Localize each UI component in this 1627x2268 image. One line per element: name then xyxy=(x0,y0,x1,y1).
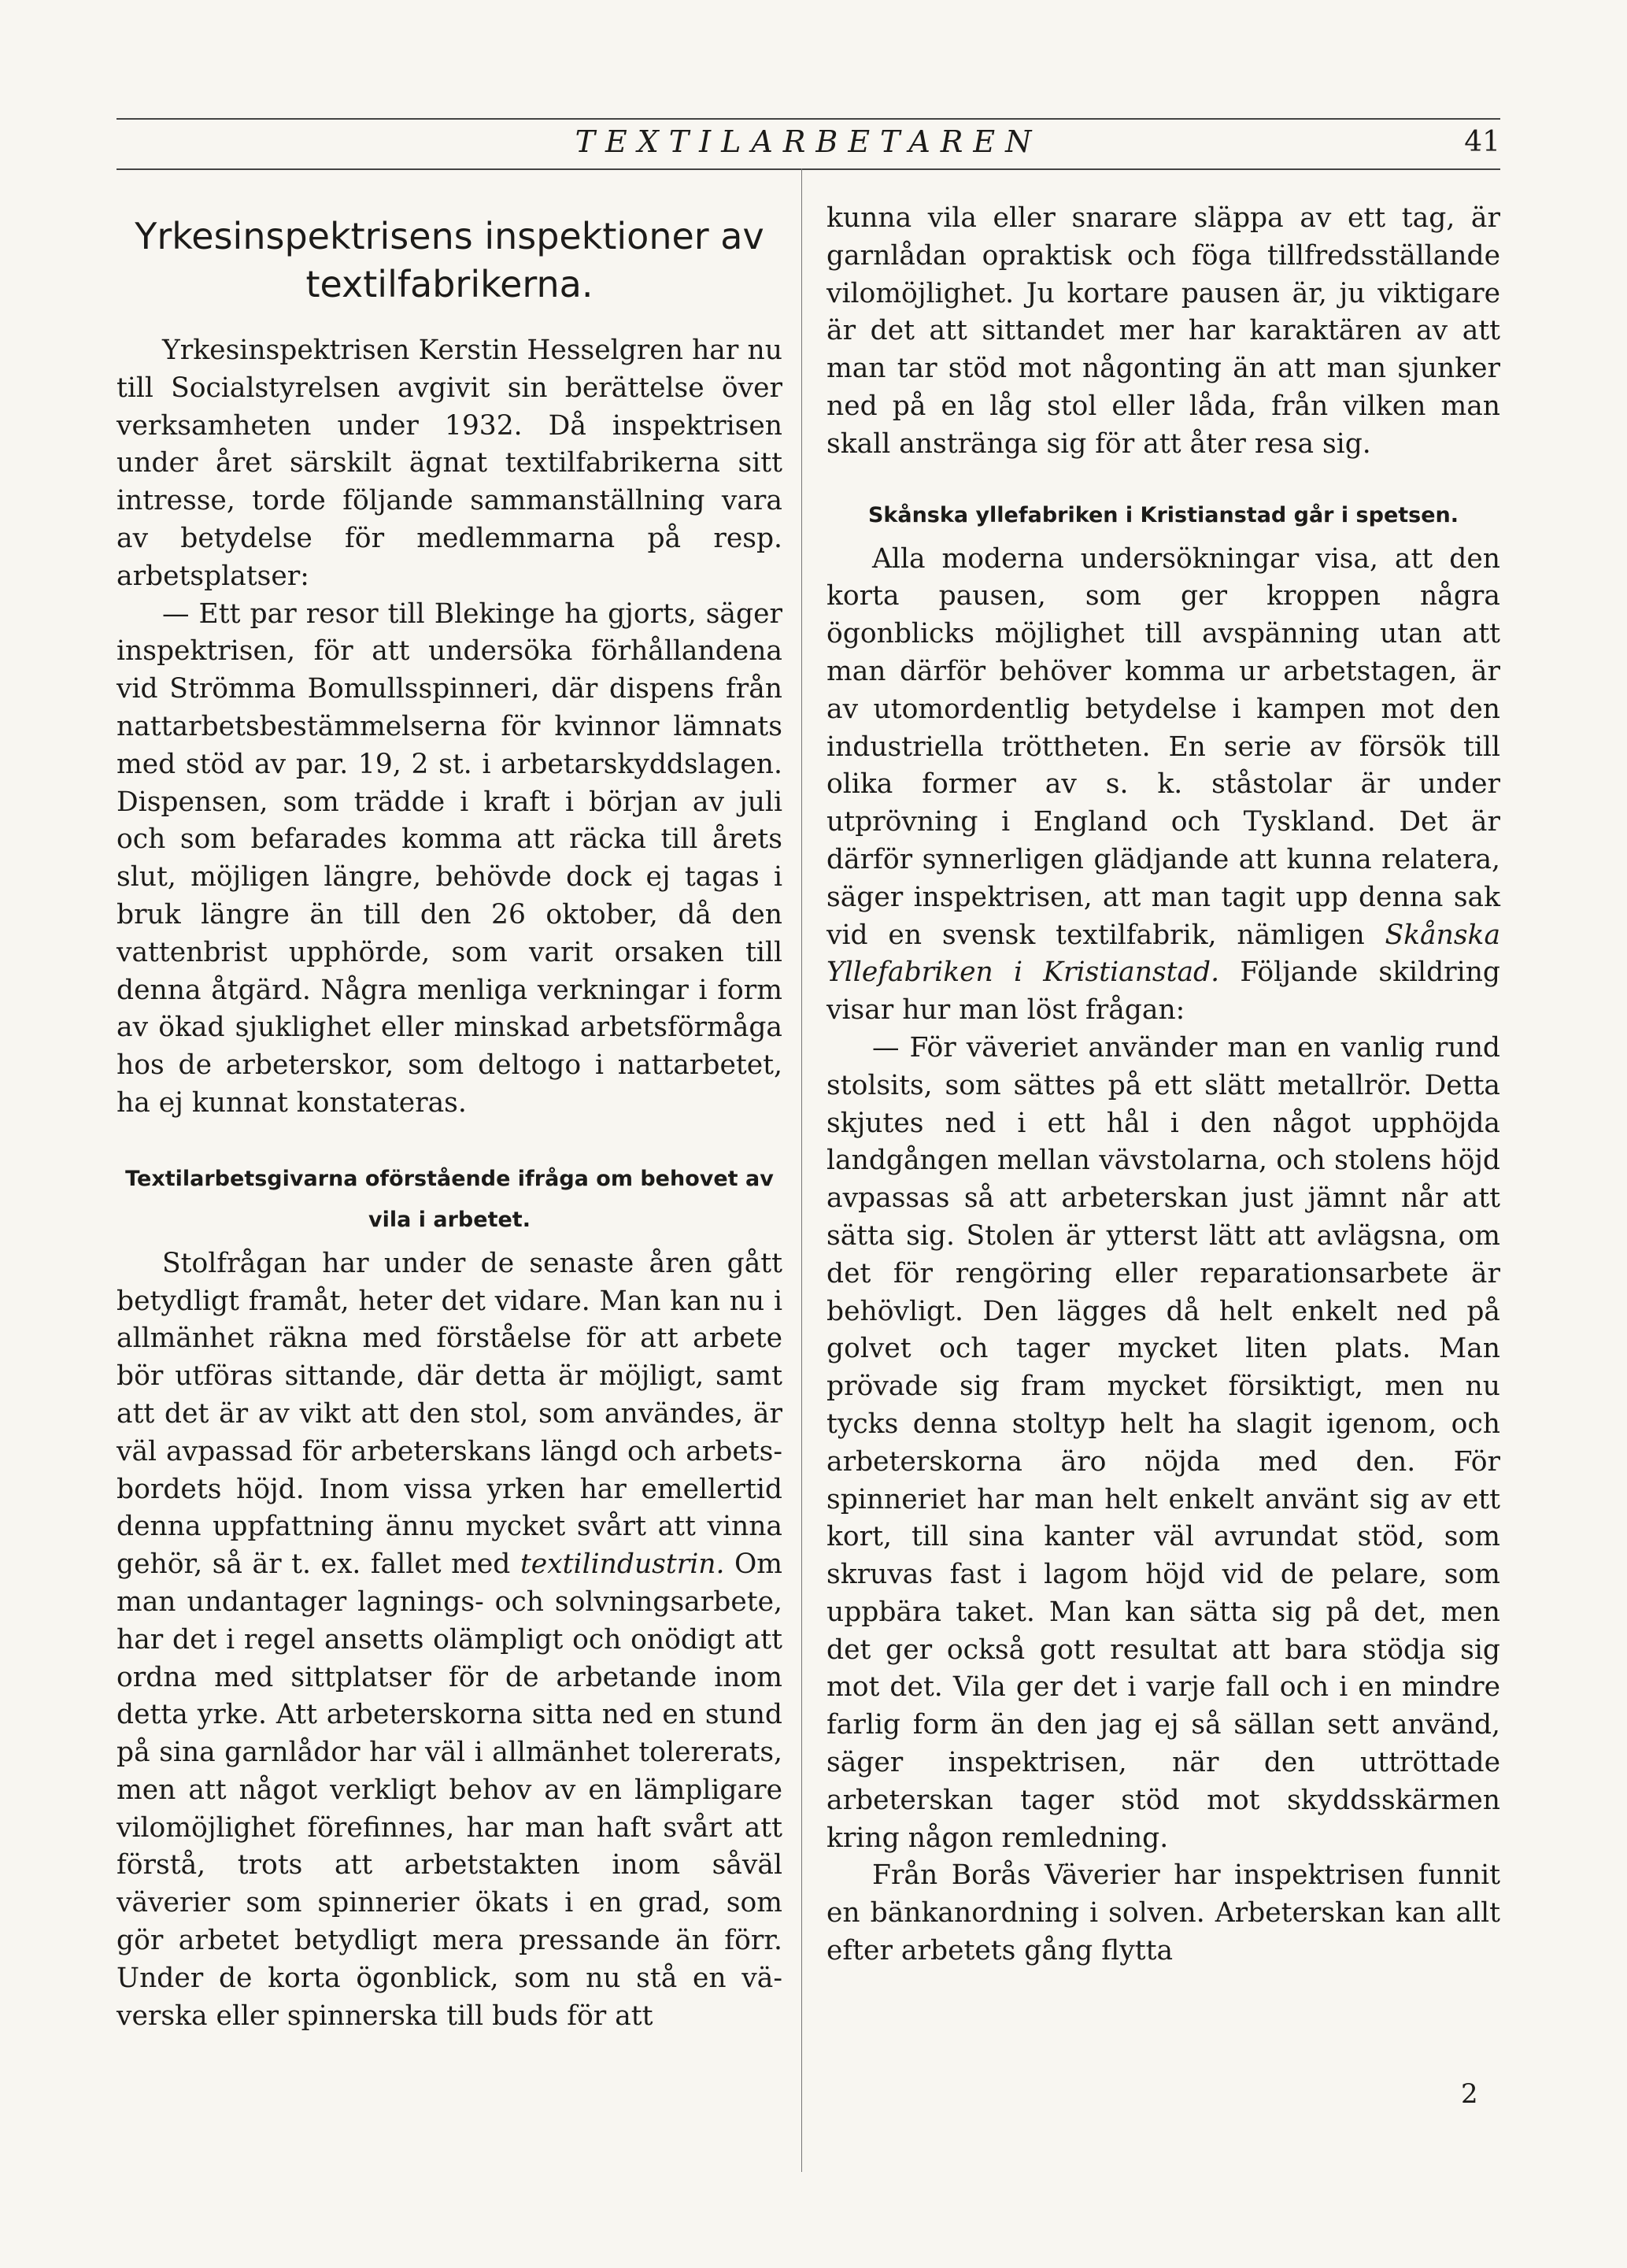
publication-title: TEXTILARBETAREN xyxy=(575,124,1042,159)
italic-text: textilindustrin. xyxy=(520,1548,725,1581)
column-divider xyxy=(801,168,802,2172)
text-run: Stolfrågan har under de senaste åren gått betydligt framåt, heter det vidare. Man kan nu i allmänhet räkna med förståelse för att arbete bör utföras sittande, där detta är möjligt, samt att det är av vikt att den stol, som användes, är väl avpassad för arbeterskans längd och arbetsbordets höjd. Inom vissa yrken har emellertid denna uppfattning ännu mycket svårt att vinna gehör, så är t. ex. fallet med xyxy=(116,1247,782,1581)
italic-text: Skånska Yllefabriken i Kristianstad. xyxy=(826,919,1501,989)
article-paragraph: Yrkesinspektrisen Kerstin Hesselgren har nu till Socialstyrelsen avgivit sin berättelse över verksamheten under 1932. Då inspektrisen under året särskilt ägnat textilfabrikerna sitt intresse, torde följande sammanställning vara av betydelse för medlemmarna på resp. arbetsplatser: xyxy=(116,335,782,592)
section-heading-employers: Textilarbetsgivarna oförstående ifråga om behovet av vila i arbetet. xyxy=(125,1166,774,1232)
article-paragraph xyxy=(116,1245,782,2036)
page-number: 41 xyxy=(1464,126,1500,158)
article-paragraph: — För väveriet använder man en vanlig rund stolsits, som sättes på ett slätt metallrör. Detta skjutes ned i ett hål i den något upphöjda landgången mellan vävstolarna, och stolens höjd avpassas så att arbeterskan just jämnt når att sätta sig. Stolen är ytterst lätt att avlägsna, om det för rengöring eller reparationsarbete är behövligt. Den lägges då helt enkelt ned på golvet och tager mycket liten plats. Man prövade sig fram mycket försiktigt, men nu tycks denna stoltyp helt ha slagit igenom, och arbeterskorna äro nöjda med den. För spinneriet har man helt enkelt använt sig av ett kort, till sina kanter väl avrundat stöd, som skruvas fast i lagom höjd vid de pelare, som uppbära taket. Man kan sätta sig på det, men det ger också gott resultat att bara stödja sig mot det. Vila ger det i varje fall och i en mindre farlig form än den jag ej så sällan sett använd, säger inspektrisen, när den uttröttade arbeterskan tager stöd mot skyddsskärmen kring någon remledning. xyxy=(826,1031,1500,1854)
right-column xyxy=(826,200,1500,1970)
text-run: Alla moderna undersökningar visa, att den korta pausen, som ger kroppen några ögonblicks möjlighet till avspänning utan att man därför behöver komma ur arbetstagen, är av utomordentlig betydelse i kampen mot den industriella tröttheten. En serie av försök till olika former av s. k. ståstolar är under utprövning i England och Tyskland. Det är därför synnerligen glädjande att kunna relatera, säger inspektrisen, att man tagit upp denna sak vid en svensk textilfabrik, nämligen xyxy=(826,542,1500,951)
section-heading-skanska: Skånska yllefabriken i Kristianstad går i spetsen. xyxy=(867,502,1459,527)
article-paragraph-continued: kunna vila eller snarare släppa av ett tag, är garnlådan opraktisk och föga tillfredsställande vilomöjlighet. Ju kortare pausen är, ju viktigare är det att sittandet mer har karaktären av att man tar stöd mot någonting än att man sjunker ned på en låg stol eller låda, från vilken man skall anstränga sig för att åter resa sig. xyxy=(826,202,1500,460)
left-column xyxy=(116,200,782,2035)
text-run: Följande skildring visar hur man löst frågan: xyxy=(826,956,1500,1027)
folio-signature: 2 xyxy=(1461,2078,1478,2110)
article-paragraph: — Ett par resor till Blekinge ha gjorts, säger inspektrisen, för att undersöka förhållandena vid Strömma Bomullsspinneri, där dispens från nattarbetsbestämmelserna för kvinnor lämnats med stöd av par. 19, 2 st. i arbetarskyddslagen. Dispensen, som trädde i kraft i början av juli och som befarades komma att räcka till årets slut, möjligen längre, behövde dock ej tagas i bruk längre än till den 26 oktober, då den vattenbrist upphörde, som varit orsaken till denna åtgärd. Några menliga verkningar i form av ökad sjuklighet eller minskad arbetsförmåga hos de arbeterskor, som deltogo i nattarbetet, ha ej kunnat konstateras. xyxy=(116,598,782,1119)
running-header xyxy=(116,118,1500,170)
text-run: Om man undantager lagnings- och solvningsarbete, har det i regel ansetts olämpligt och onödigt att ordna med sittplatser för de arbetande inom detta yrke. Att arbeterskorna sitta ned en stund på sina garnlådor har väl i allmänhet tolererats, men att något verkligt behov av en lämpligare vilomöjlighet förefinnes, har man haft svårt att förstå, trots att arbetstakten inom såväl väverier som spinnerier ökats i en grad, som gör arbetet betydligt mera pressande än förr. Under de korta ögonblick, som nu stå en väverska eller spinnerska till buds för att xyxy=(116,1548,783,2032)
article-paragraph xyxy=(826,541,1500,1030)
article-paragraph: Från Borås Väverier har inspektrisen funnit en bänkanordning i solven. Arbeterskan kan allt efter arbetets gång flytta xyxy=(826,1859,1500,1967)
article-title: Yrkesinspektrisens inspektioner av textilfabrikerna. xyxy=(135,215,764,305)
